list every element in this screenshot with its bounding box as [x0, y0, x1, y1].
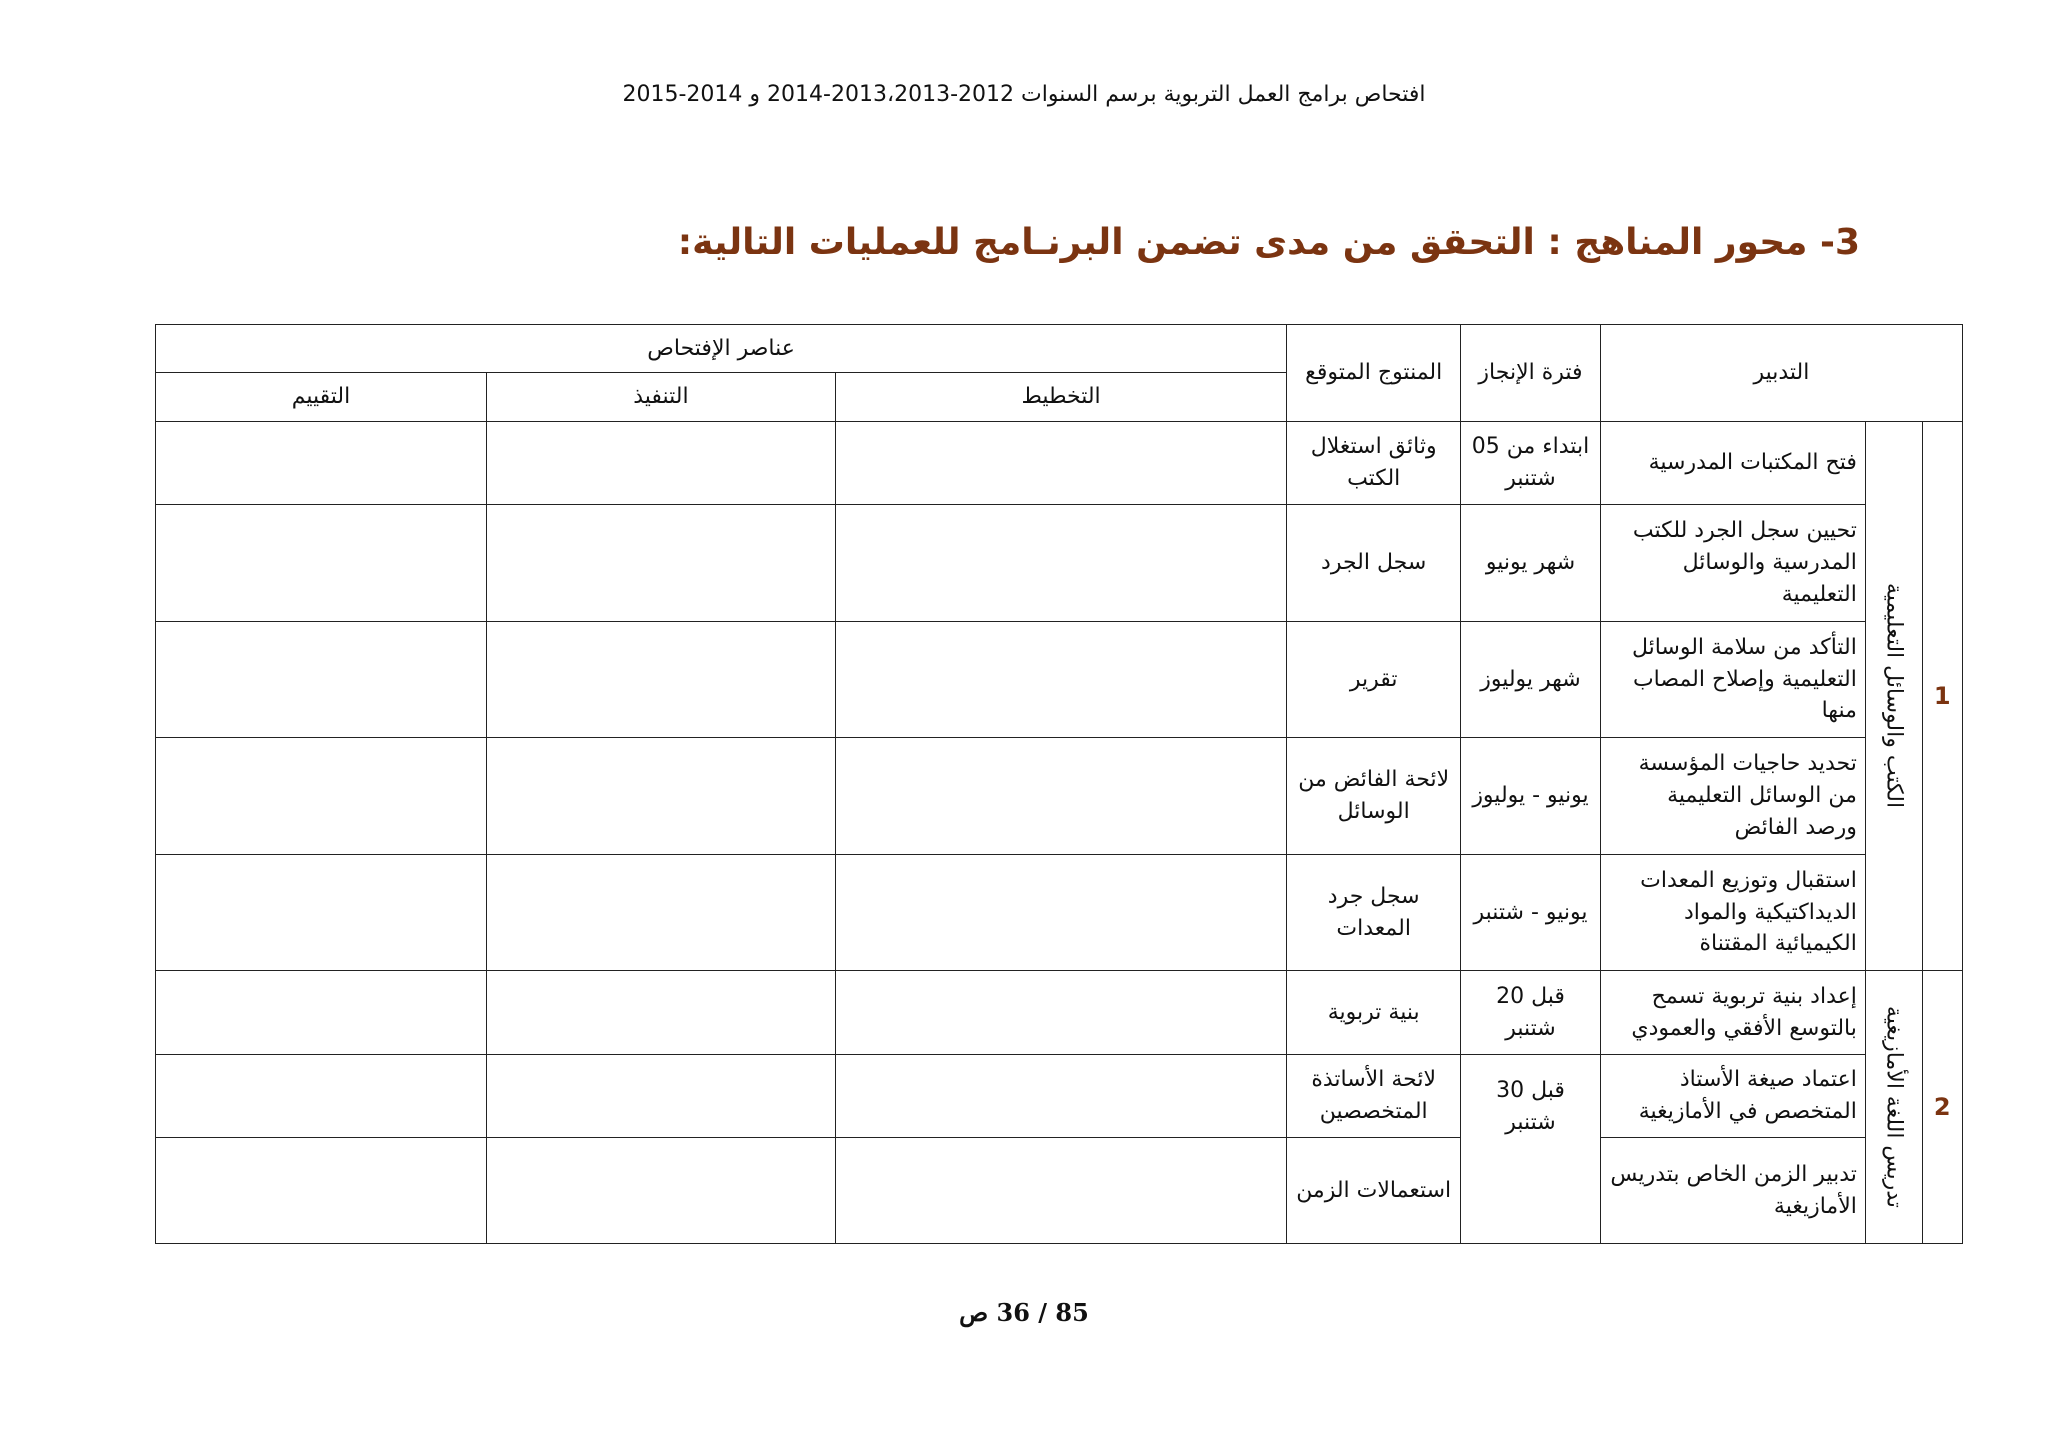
- evaluation-cell: [156, 422, 487, 505]
- period-cell: يونيو - شتنبر: [1461, 855, 1601, 971]
- execution-cell: [486, 1138, 835, 1244]
- table-row: [156, 505, 1963, 622]
- product-cell: بنية تربوية: [1287, 971, 1461, 1055]
- execution-cell: [486, 505, 835, 622]
- group-label-cell: [1865, 971, 1922, 1244]
- product-cell: وثائق استغلال الكتب: [1287, 422, 1461, 505]
- header-execution: التنفيذ: [486, 373, 835, 422]
- evaluation-cell: [156, 855, 487, 971]
- execution-cell: [486, 1055, 835, 1138]
- evaluation-cell: [156, 971, 487, 1055]
- table-row: [156, 738, 1963, 855]
- evaluation-cell: [156, 1055, 487, 1138]
- product-cell: لائحة الفائض من الوسائل: [1287, 738, 1461, 855]
- period-cell: قبل 20 شتنبر: [1461, 971, 1601, 1055]
- table-row: [156, 1138, 1963, 1244]
- planning-cell: [835, 1138, 1286, 1244]
- evaluation-cell: [156, 1138, 487, 1244]
- audit-table: [155, 324, 1963, 1244]
- evaluation-cell: [156, 738, 487, 855]
- product-cell: لائحة الأساتذة المتخصصين: [1287, 1055, 1461, 1138]
- header-evaluation: التقييم: [156, 373, 487, 422]
- execution-cell: [486, 738, 835, 855]
- table-row: [156, 971, 1963, 1055]
- period-cell: شهر يونيو: [1461, 505, 1601, 622]
- planning-cell: [835, 1055, 1286, 1138]
- group-label-cell: [1865, 422, 1922, 971]
- section-title: 3- محور المناهج : التحقق من مدى تضمن البرنـامج للعمليات التالية:: [677, 222, 1860, 263]
- period-cell: شهر يوليوز: [1461, 622, 1601, 738]
- planning-cell: [835, 505, 1286, 622]
- product-cell: تقرير: [1287, 622, 1461, 738]
- execution-cell: [486, 622, 835, 738]
- measure-cell: التأكد من سلامة الوسائل التعليمية وإصلاح المصاب منها: [1600, 622, 1865, 738]
- period-cell: ابتداء من 05 شتنبر: [1461, 422, 1601, 505]
- header-product: المنتوج المتوقع: [1287, 325, 1461, 422]
- product-cell: استعمالات الزمن: [1287, 1138, 1461, 1244]
- header-audit-elements: عناصر الإفتحاص: [156, 325, 1287, 373]
- header-measure: التدبير: [1600, 325, 1962, 422]
- period-cell: يونيو - يوليوز: [1461, 738, 1601, 855]
- measure-cell: تحيين سجل الجرد للكتب المدرسية والوسائل التعليمية: [1600, 505, 1865, 622]
- product-cell: سجل جرد المعدات: [1287, 855, 1461, 971]
- planning-cell: [835, 738, 1286, 855]
- evaluation-cell: [156, 505, 487, 622]
- measure-cell: اعتماد صيغة الأستاذ المتخصص في الأمازيغية: [1600, 1055, 1865, 1138]
- measure-cell: إعداد بنية تربوية تسمح بالتوسع الأفقي والعمودي: [1600, 971, 1865, 1055]
- table-row: [156, 422, 1963, 505]
- table-row: [156, 855, 1963, 971]
- evaluation-cell: [156, 622, 487, 738]
- planning-cell: [835, 422, 1286, 505]
- group-label: تدريس اللغة الأمازيغية: [1881, 1006, 1907, 1208]
- execution-cell: [486, 971, 835, 1055]
- page-number: 85 / 36 ص: [959, 1298, 1089, 1327]
- group-label: الكتب والوسائل التعليمية: [1881, 583, 1907, 809]
- measure-cell: استقبال وتوزيع المعدات الديداكتيكية والمواد الكيميائية المقتناة: [1600, 855, 1865, 971]
- measure-cell: تحديد حاجيات المؤسسة من الوسائل التعليمية ورصد الفائض: [1600, 738, 1865, 855]
- planning-cell: [835, 622, 1286, 738]
- execution-cell: [486, 855, 835, 971]
- group-number: 1: [1922, 422, 1962, 971]
- period-cell: قبل 30 شتنبر: [1461, 1055, 1601, 1244]
- table-row: [156, 622, 1963, 738]
- group-number: 2: [1922, 971, 1962, 1244]
- product-cell: سجل الجرد: [1287, 505, 1461, 622]
- planning-cell: [835, 855, 1286, 971]
- planning-cell: [835, 971, 1286, 1055]
- header-planning: التخطيط: [835, 373, 1286, 422]
- running-header: افتحاص برامج العمل التربوية برسم السنوات 2012-2013،2013-2014 و 2014-2015: [622, 82, 1426, 107]
- header-row-1: [156, 325, 1963, 373]
- execution-cell: [486, 422, 835, 505]
- table-row: [156, 1055, 1963, 1138]
- measure-cell: فتح المكتبات المدرسية: [1600, 422, 1865, 505]
- measure-cell: تدبير الزمن الخاص بتدريس الأمازيغية: [1600, 1138, 1865, 1244]
- header-period: فترة الإنجاز: [1461, 325, 1601, 422]
